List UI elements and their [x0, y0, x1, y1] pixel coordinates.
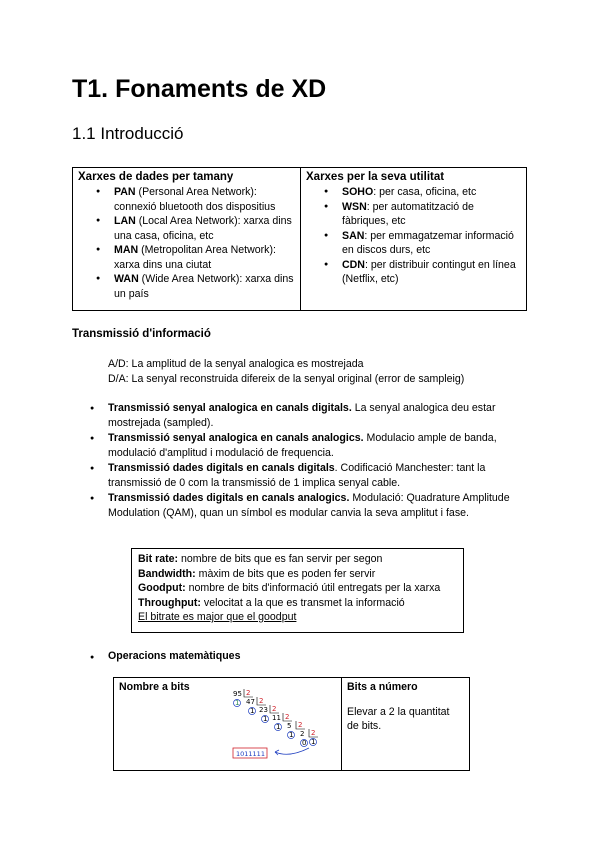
last-quotient: 1 — [311, 738, 316, 746]
list-item: ● SOHO: per casa, oficina, etc — [324, 185, 521, 200]
page-title: T1. Fonaments de XD — [72, 75, 327, 103]
quotient: 47 — [246, 698, 255, 706]
rate-line: Bit rate: nombre de bits que es fan servir per segon — [138, 553, 383, 565]
list-item: ● LAN (Local Area Network): xarxa dins una casa, oficina, etc — [96, 214, 295, 243]
networks-utility-header: Xarxes per la seva utilitat — [306, 171, 445, 183]
quotient: 5 — [287, 722, 292, 730]
remainder: 1 — [276, 723, 281, 731]
list-item: ● WSN: per automatització de fàbriques, etc — [324, 200, 521, 229]
networks-utility-cell — [301, 168, 527, 311]
divisor: 2 — [285, 713, 290, 721]
da-definition: D/A: La senyal reconstruida difereix de la senyal original (error de sampleig) — [108, 373, 465, 385]
bullet-icon: ● — [90, 405, 95, 412]
quotient: 11 — [272, 714, 281, 722]
remainder: 1 — [289, 731, 294, 739]
division-sketch — [229, 686, 339, 768]
bullet-icon: ● — [90, 495, 95, 502]
bits-to-number-header: Bits a número — [347, 681, 418, 693]
list-item: Transmissió senyal analogica en canals digitals. La senyal analogica deu estar mostrejada (sampled). — [108, 402, 496, 429]
quotient: 2 — [300, 730, 305, 738]
divisor: 2 — [246, 689, 251, 697]
bullet-icon: ● — [90, 654, 95, 661]
networks-size-cell — [73, 168, 301, 311]
math-table — [113, 677, 470, 771]
dividend: 95 — [233, 690, 242, 698]
rates-box — [131, 548, 464, 633]
ad-definition: A/D: La amplitud de la senyal analogica es mostrejada — [108, 358, 364, 370]
divisor: 2 — [311, 729, 316, 737]
number-to-bits-cell — [114, 678, 342, 771]
rate-line: Bandwidth: màxim de bits que es poden fer servir — [138, 567, 376, 580]
list-item: Transmissió dades digitals en canals analogics. Modulació: Quadrature Amplitude Modulation (QAM), quan un símbol es modular canvia la seva amplitut i fase. — [108, 492, 510, 519]
list-item: Transmissió senyal analogica en canals analogics. Modulacio ample de banda, modulació d'amplitud i modulació de frequencia. — [108, 432, 497, 459]
list-item: ● WAN (Wide Area Network): xarxa dins un país — [96, 272, 295, 301]
remainder: 1 — [235, 699, 240, 707]
math-bullet: Operacions matemàtiques — [108, 650, 241, 662]
transmission-heading: Transmissió d'informació — [72, 328, 211, 340]
remainder: 1 — [250, 707, 255, 715]
list-item: Transmissió dades digitals en canals digitals. Codificació Manchester: tant la transmissió de 0 com la transmissió de 1 implica senyal cable. — [108, 462, 486, 489]
bullet-icon: ● — [90, 435, 95, 442]
networks-table — [72, 167, 527, 311]
list-item: ● CDN: per distribuir contingut en línea (Netflix, etc) — [324, 258, 521, 287]
rate-line: Goodput: nombre de bits d'informació útil entregats per la xarxa — [138, 582, 441, 594]
divisor: 2 — [259, 697, 264, 705]
divisor: 2 — [298, 721, 303, 729]
section-heading: 1.1 Introducció — [72, 124, 184, 143]
quotient: 23 — [259, 706, 268, 714]
rate-line: Throughput: velocitat a la que es transmet la informació — [138, 596, 405, 609]
bits-to-number-text: Elevar a 2 la quantitat de bits. — [347, 706, 450, 732]
remainder: 0 — [302, 739, 307, 747]
rates-note: El bitrate es major que el goodput — [138, 611, 297, 623]
number-to-bits-header: Nombre a bits — [119, 681, 190, 693]
bullet-icon: ● — [90, 465, 95, 472]
list-item: ● MAN (Metropolitan Area Network): xarxa dins una ciutat — [96, 243, 295, 272]
binary-result: 1011111 — [236, 750, 265, 758]
list-item: ● SAN: per emmagatzemar informació en discos durs, etc — [324, 229, 521, 258]
networks-size-header: Xarxes de dades per tamany — [78, 171, 234, 183]
list-item: ● PAN (Personal Area Network): connexió bluetooth dos dispositius — [96, 185, 295, 214]
bits-to-number-cell — [342, 678, 470, 771]
remainder: 1 — [263, 715, 268, 723]
divisor: 2 — [272, 705, 277, 713]
